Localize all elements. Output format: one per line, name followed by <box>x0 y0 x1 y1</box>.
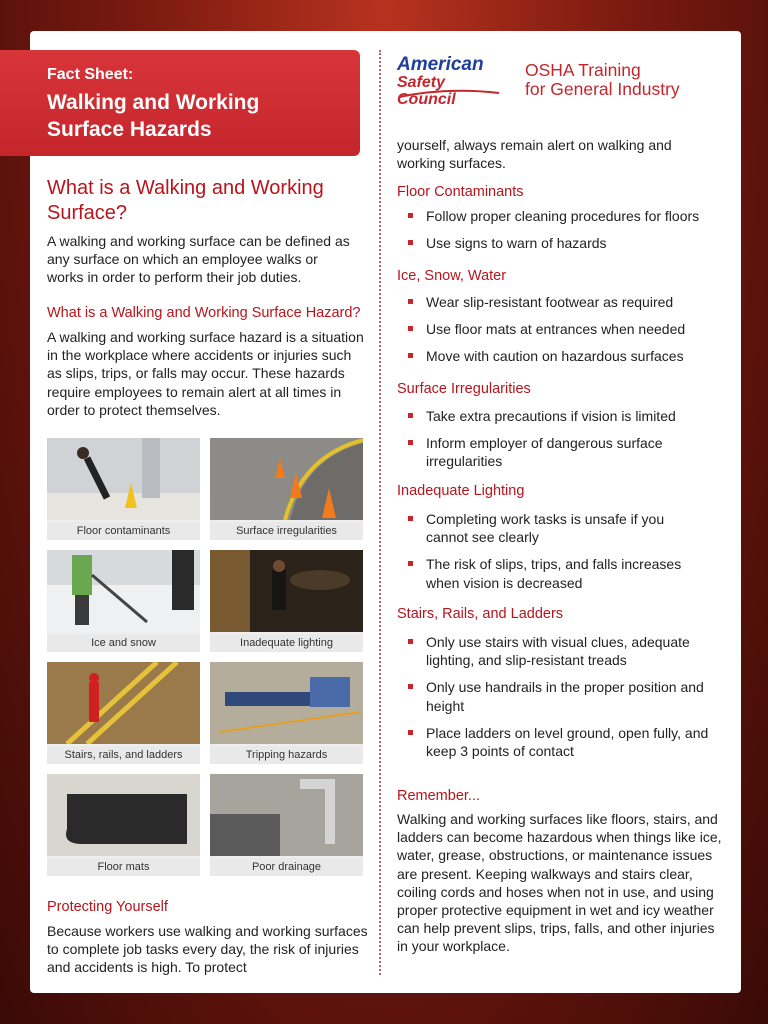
list-ice-snow-water <box>397 293 727 366</box>
logo-swoosh-icon <box>397 89 501 99</box>
list-item: Use signs to warn of hazards <box>397 234 727 252</box>
caption-poor-drainage: Poor drainage <box>210 858 363 876</box>
banner-title: Walking and Working Surface Hazards <box>47 91 260 141</box>
logo-line2: Safety Council <box>397 74 456 108</box>
heading-what-is-hazard: What is a Walking and Working Surface Hazard? <box>47 305 361 321</box>
heading-surface-irregularities: Surface Irregularities <box>397 381 531 397</box>
heading-stairs-rails-ladders: Stairs, Rails, and Ladders <box>397 606 564 622</box>
caption-surface-irregularities: Surface irregularities <box>210 522 363 540</box>
heading-ice-snow-water: Ice, Snow, Water <box>397 268 507 284</box>
paragraph-definition: A walking and working surface can be defined as any surface on which an employee walks or works in order to perform their job duties. <box>47 233 350 286</box>
paragraph-protecting: Because workers use walking and working surfaces to complete job tasks every day, the risk of injuries and accidents is high. To protect <box>47 923 368 976</box>
paragraph-intro-continued: yourself, always remain alert on walking and working surfaces. <box>397 137 672 172</box>
paragraph-hazard: A walking and working surface hazard is a situation in the workplace where accidents or injuries such as slips, trips, or falls may occur. These hazards require employees to remain alert at all times in order to protect themselves. <box>47 329 364 418</box>
list-item: Only use handrails in the proper position and height <box>397 678 729 714</box>
heading-protecting-yourself: Protecting Yourself <box>47 899 168 915</box>
surface-irregularities-photo-icon <box>210 438 363 520</box>
list-item: Move with caution on hazardous surfaces <box>397 347 727 365</box>
american-safety-council-logo <box>397 54 505 108</box>
heading-inadequate-lighting: Inadequate Lighting <box>397 483 525 499</box>
inadequate-lighting-photo-icon <box>210 550 363 632</box>
osha-line2: for General Industry <box>525 79 680 99</box>
list-item: Wear slip-resistant footwear as required <box>397 293 727 311</box>
osha-line1: OSHA Training <box>525 60 641 80</box>
heading-remember: Remember... <box>397 788 480 804</box>
list-item: Use floor mats at entrances when needed <box>397 320 727 338</box>
caption-tripping-hazards: Tripping hazards <box>210 746 363 764</box>
image-floor-mats <box>47 774 200 876</box>
floor-mats-photo-icon <box>47 774 200 856</box>
image-stairs-rails-ladders <box>47 662 200 764</box>
list-item: Only use stairs with visual clues, adequate lighting, and slip-resistant treads <box>397 633 729 669</box>
caption-floor-mats: Floor mats <box>47 858 200 876</box>
list-surface-irregularities <box>397 407 717 471</box>
image-inadequate-lighting <box>210 550 363 652</box>
caption-stairs-rails-ladders: Stairs, rails, and ladders <box>47 746 200 764</box>
ice-and-snow-photo-icon <box>47 550 200 632</box>
column-divider <box>379 50 381 975</box>
image-tripping-hazards <box>210 662 363 764</box>
image-ice-and-snow <box>47 550 200 652</box>
caption-ice-and-snow: Ice and snow <box>47 634 200 652</box>
list-item: Place ladders on level ground, open fully, and keep 3 points of contact <box>397 724 729 760</box>
image-floor-contaminants <box>47 438 200 540</box>
heading-floor-contaminants: Floor Contaminants <box>397 184 524 200</box>
list-item: Completing work tasks is unsafe if you cannot see clearly <box>397 510 707 546</box>
list-item: Take extra precautions if vision is limited <box>397 407 717 425</box>
osha-heading <box>525 61 680 99</box>
paragraph-remember: Walking and working surfaces like floors, stairs, and ladders can become hazardous when things like ice, water, grease, obstructions, or maintenance issues are present. Keeping walkways and stairs clear, coiling cords and hoses when not in use, and using proper protective equipment in wet and icy weather can help prevent slips, trips, falls, and other injuries in your workplace. <box>397 811 722 955</box>
list-floor-contaminants <box>397 207 727 252</box>
banner-pretitle: Fact Sheet: <box>47 66 134 83</box>
tripping-hazards-photo-icon <box>210 662 363 744</box>
stairs-rails-ladders-photo-icon <box>47 662 200 744</box>
logo-line1: American <box>397 54 484 75</box>
caption-floor-contaminants: Floor contaminants <box>47 522 200 540</box>
image-poor-drainage <box>210 774 363 876</box>
caption-inadequate-lighting: Inadequate lighting <box>210 634 363 652</box>
list-inadequate-lighting <box>397 510 707 592</box>
list-item: Inform employer of dangerous surface irregularities <box>397 434 717 470</box>
list-stairs-rails-ladders <box>397 633 729 760</box>
list-item: The risk of slips, trips, and falls increases when vision is decreased <box>397 555 707 591</box>
floor-contaminants-photo-icon <box>47 438 200 520</box>
image-surface-irregularities <box>210 438 363 540</box>
list-item: Follow proper cleaning procedures for floors <box>397 207 727 225</box>
poor-drainage-photo-icon <box>210 774 363 856</box>
heading-what-is-surface: What is a Walking and Working Surface? <box>47 177 324 224</box>
